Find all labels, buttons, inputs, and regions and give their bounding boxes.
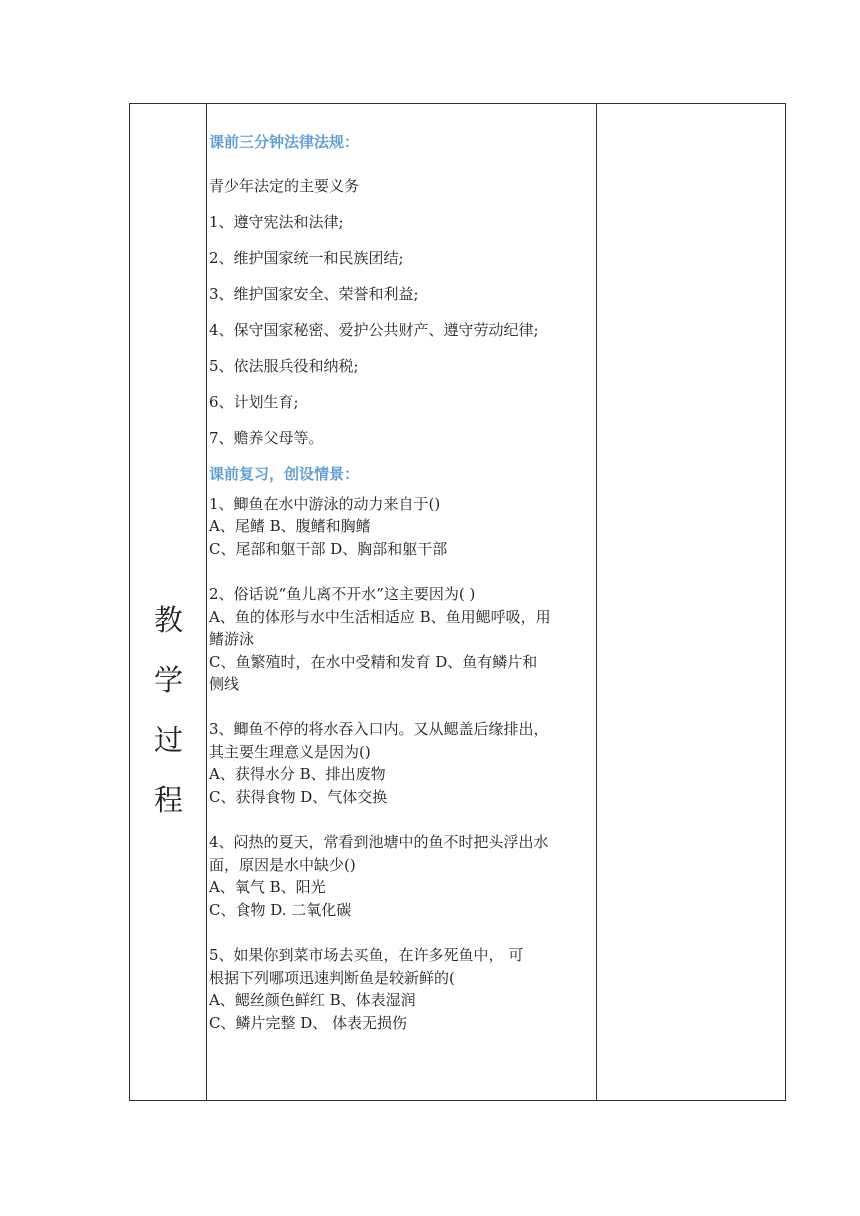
section-label-char: 教	[153, 603, 183, 637]
review-heading: 课前复习，创设情景：	[209, 465, 360, 483]
law-item: 5、依法服兵役和纳税;	[209, 357, 359, 375]
question-line: 根据下列哪项迅速判断鱼是较新鲜的(	[209, 969, 455, 987]
section-label-char: 学	[153, 663, 183, 697]
law-heading: 课前三分钟法律法规：	[209, 133, 360, 151]
question-line: 侧线	[209, 675, 240, 693]
lesson-table	[129, 103, 786, 1101]
law-item: 3、维护国家安全、荣誉和利益;	[209, 285, 419, 303]
question-line: 1、鲫鱼在水中游泳的动力来自于()	[209, 495, 441, 513]
question-line: 鳍游泳	[209, 630, 255, 648]
question-line: 3、鲫鱼不停的将水吞入口内。又从鳃盖后缘排出，	[209, 720, 549, 738]
question-line: A、氧气 B、阳光	[209, 878, 326, 896]
section-label-char: 程	[153, 783, 183, 817]
question-line: C、获得食物 D、气体交换	[209, 788, 388, 806]
question-line: 2、俗话说“鱼儿离不开水”这主要因为( )	[209, 585, 476, 603]
law-item: 4、保守国家秘密、爱护公共财产、遵守劳动纪律;	[209, 321, 539, 339]
law-item: 2、维护国家统一和民族团结;	[209, 249, 404, 267]
question-line: 其主要生理意义是因为()	[209, 743, 371, 761]
law-item: 6、计划生育;	[209, 393, 299, 411]
question-line: A、获得水分 B、排出废物	[209, 765, 386, 783]
question-line: 5、如果你到菜市场去买鱼，在许多死鱼中， 可	[209, 946, 524, 964]
question-line: 面，原因是水中缺少()	[209, 856, 356, 874]
question-line: C、鳞片完整 D、 体表无损伤	[209, 1014, 408, 1032]
question-line: C、食物 D. 二氧化碳	[209, 901, 352, 919]
section-label	[130, 590, 207, 830]
notes-cell	[596, 104, 786, 1100]
question-line: C、鱼繁殖时，在水中受精和发育 D、鱼有鳞片和	[209, 653, 538, 671]
question-line: A、鱼的体形与水中生活相适应 B、鱼用鳃呼吸，用	[209, 608, 551, 626]
question-line: C、尾部和躯干部 D、胸部和躯干部	[209, 540, 448, 558]
section-label-cell	[130, 104, 207, 1100]
question-line: 4、闷热的夏天，常看到池塘中的鱼不时把头浮出水	[209, 833, 549, 851]
question-line: A、鳃丝颜色鲜红 B、体表湿润	[209, 991, 416, 1009]
question-line: A、尾鳍 B、腹鳍和胸鳍	[209, 517, 371, 535]
content-cell	[208, 104, 596, 1100]
law-item: 1、遵守宪法和法律;	[209, 213, 344, 231]
law-title: 青少年法定的主要义务	[209, 177, 360, 195]
section-label-char: 过	[153, 723, 183, 757]
law-item: 7、赡养父母等。	[209, 429, 324, 447]
